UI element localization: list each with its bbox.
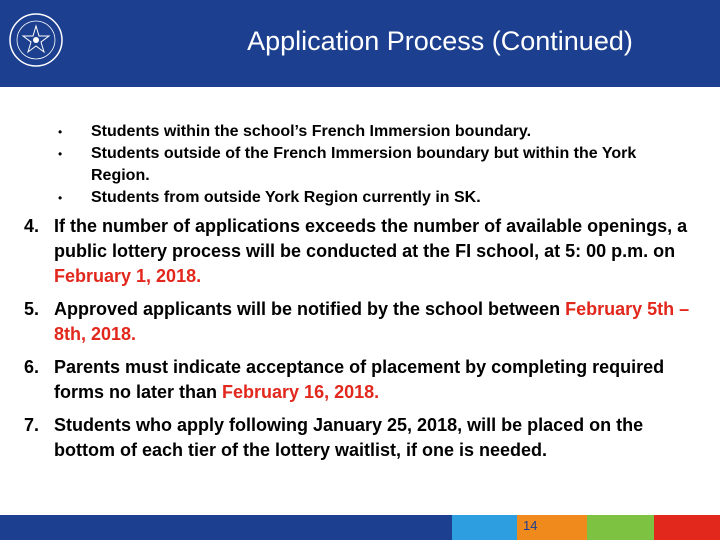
step-item — [24, 355, 694, 405]
step-date: February 5th – 8th, 2018. — [54, 299, 690, 344]
footer-color-bar — [0, 515, 720, 540]
header-bar — [0, 0, 720, 87]
bullet-text: Students from outside York Region currently in SK. — [91, 189, 481, 206]
bullet-text: Students outside of the French Immersion boundary but within the York Region. — [91, 145, 637, 184]
step-date: February 16, 2018. — [222, 382, 380, 402]
step-number: 5. — [24, 299, 40, 319]
bullet-item — [58, 187, 678, 209]
bullet-marker: • — [58, 125, 63, 139]
step-item — [24, 214, 694, 289]
bullet-text: Students within the school’s French Immersion boundary. — [91, 123, 532, 140]
step-item — [24, 297, 694, 347]
school-board-emblem-icon — [8, 12, 64, 68]
step-text: If the number of applications exceeds the number of available openings, a public lottery process will be conducted at the FI school, at 5: 00 p.m. on — [54, 216, 688, 261]
process-step-list — [24, 214, 694, 471]
eligibility-bullet-list — [58, 121, 678, 209]
step-date: February 1, 2018. — [54, 266, 202, 286]
bullet-item — [58, 121, 678, 143]
footer-segment-green — [587, 515, 654, 540]
step-text: Approved applicants will be notified by the school between — [54, 299, 566, 319]
bullet-marker: • — [58, 147, 63, 161]
bullet-marker: • — [58, 191, 63, 205]
step-text: Parents must indicate acceptance of placement by completing required forms no later than — [54, 357, 665, 402]
step-number: 4. — [24, 216, 40, 236]
step-number: 6. — [24, 357, 40, 377]
page-number: 14 — [523, 518, 538, 533]
step-text: Students who apply following January 25, 2018, will be placed on the bottom of each tier of the lottery waitlist, if one is needed. — [54, 415, 644, 460]
step-number: 7. — [24, 415, 40, 435]
bullet-item — [58, 143, 678, 187]
page-title: Application Process (Continued) — [247, 26, 633, 56]
footer-segment-navy — [0, 515, 452, 540]
footer-segment-light-blue — [452, 515, 517, 540]
footer-segment-red — [654, 515, 720, 540]
step-item — [24, 413, 694, 463]
